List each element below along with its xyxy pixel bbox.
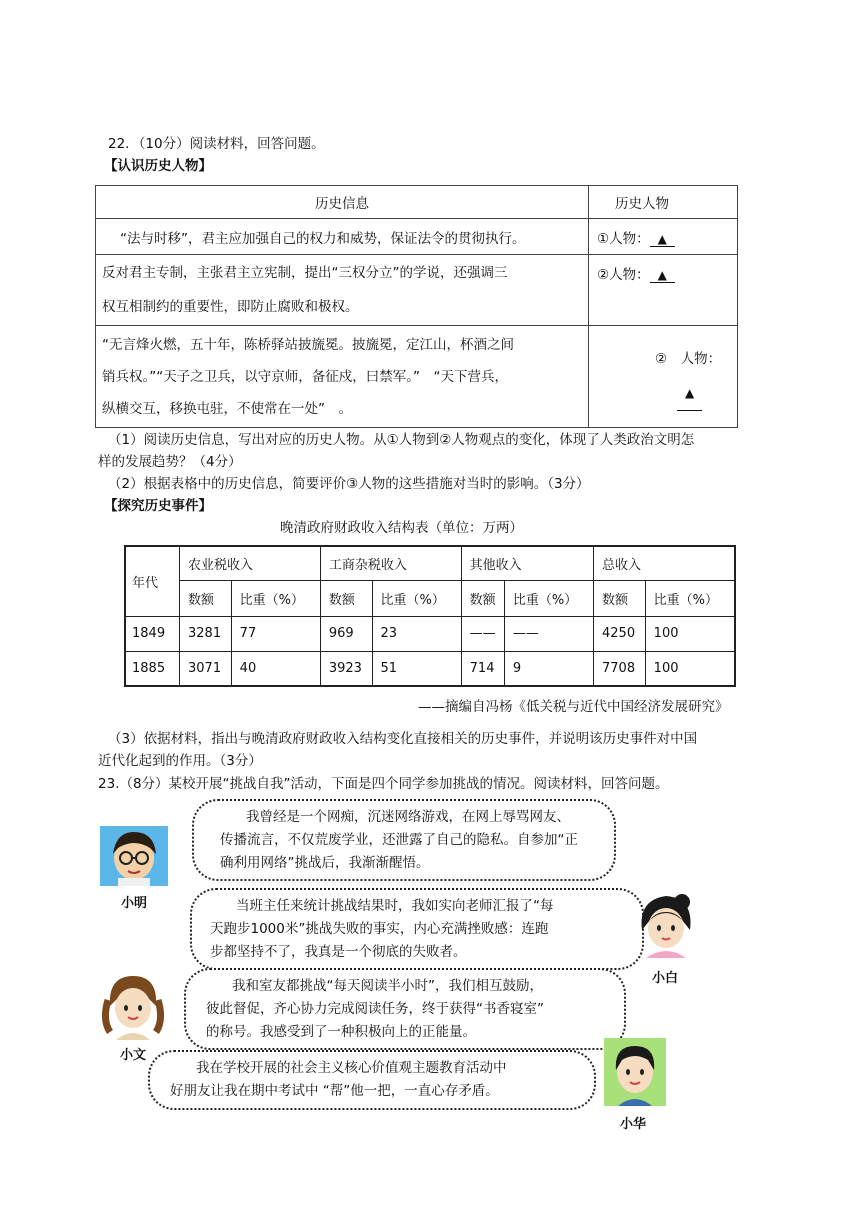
bubble-text <box>220 806 578 875</box>
table1-row1-info <box>96 219 589 255</box>
table-cell: —— <box>504 616 593 651</box>
q22-header: 22．（10分）阅读材料，回答问题。 <box>108 136 325 152</box>
sub-header: 比重（%） <box>231 580 320 616</box>
answer-blank-icon: ▲ <box>650 232 675 247</box>
answer-blank-icon: ▲ <box>650 268 675 283</box>
girl-ponytail-avatar-icon <box>636 890 696 958</box>
table2-caption: 晚清政府财政收入结构表（单位：万两） <box>280 520 523 536</box>
bubble-text <box>210 895 554 964</box>
name-xiaowen: 小文 <box>120 1048 147 1063</box>
table1-row3-person <box>589 326 738 428</box>
sub-header: 比重（%） <box>645 580 735 616</box>
sub-header: 数额 <box>594 580 646 616</box>
table1-row2-info <box>96 255 589 326</box>
bubble-line: 好朋友让我在期中考试中 “帮”他一把，一直心存矛盾。 <box>170 1083 499 1099</box>
bubble-line: 步都坚持不了，我真是一个彻底的失败者。 <box>210 944 467 960</box>
table-cell: 1849 <box>125 616 180 651</box>
answer-blank-icon: ▲ <box>677 376 702 411</box>
table-cell: 714 <box>461 651 504 686</box>
person-label: ② 人物： <box>655 351 722 367</box>
table-cell: 969 <box>320 616 372 651</box>
table1-row3-info <box>96 326 589 428</box>
table1-header-info: 历史信息 <box>96 186 589 219</box>
table-cell: 40 <box>231 651 320 686</box>
q22-sub1-line1: （1）阅读历史信息，写出对应的历史人物。从①人物到②人物观点的变化，体现了人类政治文明怎 <box>108 432 695 448</box>
info-line: 销兵权。”“天子之卫兵，以守京师，备征戍，曰禁军。” “天下营兵， <box>102 368 508 385</box>
info-line: “法与时移”，君主应加强自己的权力和威势，保证法令的贯彻执行。 <box>120 230 526 247</box>
section-title-figures: 【认识历史人物】 <box>104 158 212 174</box>
group-header: 农业税收入 <box>180 546 321 580</box>
sub-header: 数额 <box>180 580 232 616</box>
info-line: 纵横交互，移换屯驻，不使常在一处” 。 <box>102 400 352 417</box>
q22-sub3-line2: 近代化起到的作用。（3分） <box>98 753 262 769</box>
table-cell: 3281 <box>180 616 232 651</box>
bubble-line: 传播流言，不仅荒废学业，还泄露了自己的隐私。自参加“正 <box>220 832 578 848</box>
sub-header: 比重（%） <box>504 580 593 616</box>
bubble-text <box>170 1057 507 1103</box>
table1-row1-person <box>589 219 738 255</box>
sub-header: 数额 <box>320 580 372 616</box>
bubble-line: 我曾经是一个网痴，沉迷网络游戏，在网上辱骂网友、 <box>246 809 570 825</box>
year-header: 年代 <box>125 546 180 616</box>
table-cell: 3071 <box>180 651 232 686</box>
name-xiaobai: 小白 <box>652 971 679 986</box>
section-title-events: 【探究历史事件】 <box>104 498 212 514</box>
bubble-line: 我在学校开展的社会主义核心价值观主题教育活动中 <box>196 1060 507 1076</box>
group-header: 其他收入 <box>461 546 593 580</box>
bubble-text <box>206 975 544 1044</box>
table-row <box>125 651 735 686</box>
info-line: 反对君主专制，主张君主立宪制，提出“三权分立”的学说，还强调三 <box>102 265 508 281</box>
table-cell: 77 <box>231 616 320 651</box>
sub-header: 比重（%） <box>372 580 461 616</box>
sub-header: 数额 <box>461 580 504 616</box>
table-row <box>125 616 735 651</box>
bubble-line: 天跑步1000米”挑战失败的事实，内心充满挫败感：连跑 <box>210 921 549 937</box>
table-cell: 9 <box>504 651 593 686</box>
bubble-line: 的称号。我感受到了一种积极向上的正能量。 <box>206 1024 476 1040</box>
name-xiaohua: 小华 <box>620 1117 647 1132</box>
info-line: “无言烽火燃，五十年，陈桥驿站披旒冕。披旒冕，定江山，杯酒之间 <box>102 336 514 353</box>
table-cell: 51 <box>372 651 461 686</box>
q22-sub3-line1: （3）依据材料，指出与晚清政府财政收入结构变化直接相关的历史事件，并说明该历史事件对中国 <box>108 731 698 747</box>
person-label: ②人物： <box>597 267 650 283</box>
table-cell: 1885 <box>125 651 180 686</box>
finance-table <box>124 545 736 687</box>
info-line: 权互相制约的重要性，即防止腐败和极权。 <box>102 299 359 315</box>
bubble-line: 彼此督促，齐心协力完成阅读任务，终于获得“书香寝室” <box>206 1001 544 1017</box>
q23-header: 23.（8分）某校开展“挑战自我”活动，下面是四个同学参加挑战的情况。阅读材料，回答问题。 <box>98 776 669 792</box>
q22-sub2: （2）根据表格中的历史信息，简要评价③人物的这些措施对当时的影响。（3分） <box>108 476 590 492</box>
q22-sub1-line2: 样的发展趋势？（4分） <box>98 454 242 470</box>
person-label: ①人物： <box>597 230 650 247</box>
table-cell: 100 <box>645 616 735 651</box>
table1-row2-person <box>589 255 738 326</box>
group-header: 工商杂税收入 <box>320 546 461 580</box>
table-cell: 4250 <box>594 616 646 651</box>
boy-glasses-avatar-icon <box>100 826 168 886</box>
table1-header-person: 历史人物 <box>589 186 738 219</box>
girl-pigtails-avatar-icon <box>100 970 166 1040</box>
table-cell: 7708 <box>594 651 646 686</box>
table-cell: 100 <box>645 651 735 686</box>
history-figures-table <box>95 185 738 428</box>
group-header: 总收入 <box>594 546 736 580</box>
bubble-line: 我和室友都挑战“每天阅读半小时”，我们相互鼓励， <box>232 978 543 994</box>
bubble-line: 当班主任来统计挑战结果时，我如实向老师汇报了“每 <box>236 898 554 914</box>
table-cell: —— <box>461 616 504 651</box>
name-xiaoming: 小明 <box>121 896 148 911</box>
table-cell: 3923 <box>320 651 372 686</box>
table-cell: 23 <box>372 616 461 651</box>
boy-avatar-icon <box>604 1038 666 1106</box>
table2-source: ——摘编自冯杨《低关税与近代中国经济发展研究》 <box>418 699 729 715</box>
bubble-line: 确利用网络”挑战后，我渐渐醒悟。 <box>220 855 430 871</box>
